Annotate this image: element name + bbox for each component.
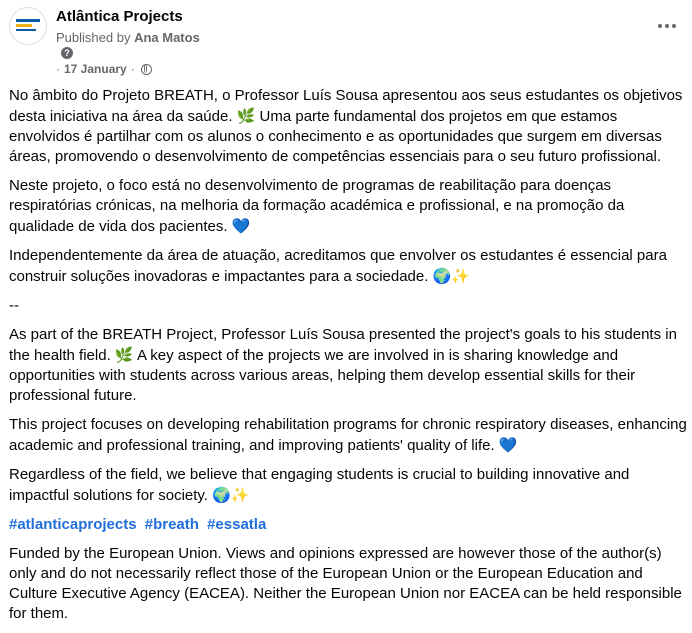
published-by-line [56,30,200,45]
eu-disclaimer: Funded by the European Union. Views and opinions expressed are however those of the author(s) only and do not necessarily reflect those of the European Union or the European Education and Culture Executive Agency (EACEA). Neither the European Union nor EACEA can be held responsible for them. [9,545,682,622]
atlantica-logo-icon [16,19,40,33]
post-meta [56,62,152,76]
date-prefix-dot: · [56,62,60,76]
help-icon[interactable]: ? [61,47,73,59]
globe-emoji-icon: 🌍 [432,267,452,285]
page-name-link[interactable]: Atlântica Projects [56,8,183,25]
blue-heart-icon: 💙 [498,436,518,454]
page-avatar[interactable] [9,7,47,45]
hashtag-link[interactable]: #essatla [207,516,267,533]
pt-paragraph-3: Independentemente da área de atuação, acreditamos que envolver os estudantes é essencial para construir soluções inovadoras e impactantes para a sociedade. 🌍✨ [9,247,667,285]
hashtag-link[interactable]: #atlanticaprojects [9,516,137,533]
more-options-button[interactable] [650,14,684,38]
hashtag-link[interactable]: #breath [144,516,199,533]
en-paragraph-3: Regardless of the field, we believe that engaging students is crucial to building innovative and impactful solutions for society. 🌍✨ [9,466,630,504]
globe-emoji-icon: 🌍 [212,486,231,504]
en-paragraph-1: As part of the BREATH Project, Professor Luís Sousa presented the project's goals to his students in the health field. 🌿 A key aspect of the projects we are involved in is sharing knowledge and opportunities with students across various areas, helping them develop essential skills for their professional future. [9,326,677,404]
hashtags [9,515,689,535]
pt-paragraph-2: Neste projeto, o foco está no desenvolvimento de programas de reabilitação para doenças respiratórias crónicas, na melhoria da formação académica e profissional, e na promoção da qualidade de vida dos pacientes. 💙 [9,177,625,235]
en-paragraph-2: This project focuses on developing rehabilitation programs for chronic respiratory diseases, enhancing academic and professional training, and improving patients' quality of life. 💙 [9,416,687,454]
sparkles-icon: ✨ [230,486,250,504]
post-date-link[interactable]: 17 January [64,62,127,76]
herb-icon: 🌿 [114,346,134,364]
sparkles-icon: ✨ [451,267,470,285]
herb-icon: 🌿 [236,107,256,125]
post-body [9,86,689,633]
author-link[interactable]: Ana Matos [134,30,200,45]
pt-paragraph-1: No âmbito do Projeto BREATH, o Professor Luís Sousa apresentou aos seus estudantes os objetivos desta iniciativa na área da saúde. 🌿 Uma parte fundamental dos projetos em que estamos envolvidos é partilhar com os alunos o conhecimento e as oportunidades que surgem em diversas áreas, promovendo o desenvolvimento de competências essenciais para o seu futuro profissional. [9,87,683,165]
date-suffix-dot: · [130,62,135,76]
more-options-icon [658,24,662,28]
post-header [0,0,692,84]
published-prefix: Published by [56,30,131,45]
globe-icon[interactable] [141,64,152,75]
blue-heart-icon: 💙 [231,217,251,235]
language-separator: -- [9,297,19,314]
